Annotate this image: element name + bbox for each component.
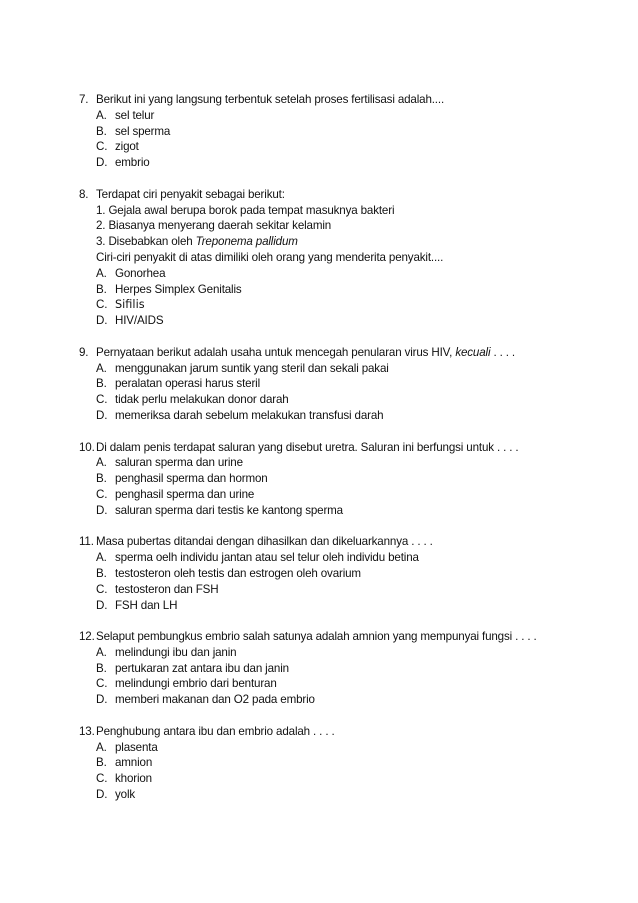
question-text: Penghubung antara ibu dan embrio adalah . . . .: [96, 724, 335, 738]
question-stem: [79, 724, 579, 740]
option-letter: B.: [96, 756, 107, 770]
question-text: [96, 345, 515, 361]
option-letter: C.: [96, 677, 108, 691]
option-text: peralatan operasi harus steril: [115, 377, 261, 391]
option-text: plasenta: [115, 740, 158, 754]
option-c: [79, 487, 579, 503]
option-text: memberi makanan dan O2 pada embrio: [115, 693, 315, 707]
option-letter: B.: [96, 661, 107, 675]
question-13: [79, 724, 579, 803]
option-text: embrio: [115, 156, 150, 170]
option-text: testosteron oleh testis dan estrogen oleh ovarium: [115, 566, 361, 580]
option-text: sel sperma: [115, 124, 171, 138]
option-letter: B.: [96, 282, 107, 296]
option-b: [79, 282, 579, 298]
option-text: saluran sperma dari testis ke kantong sperma: [115, 503, 343, 517]
option-text: zigot: [115, 140, 139, 154]
option-letter: A.: [96, 361, 107, 375]
option-letter: C.: [96, 487, 108, 501]
option-c: [79, 392, 579, 408]
symptom-item: 1. Gejala awal berupa borok pada tempat masuknya bakteri: [96, 203, 395, 217]
option-c: [79, 771, 579, 787]
question-number: 11.: [79, 535, 94, 549]
question-stem: [79, 92, 579, 108]
option-text: HIV/AIDS: [115, 314, 164, 328]
option-a: [79, 455, 579, 471]
question-list: [79, 92, 579, 819]
option-letter: D.: [96, 788, 108, 802]
question-stem: [79, 629, 579, 645]
option-text: melindungi embrio dari benturan: [115, 677, 277, 691]
option-b: [79, 471, 579, 487]
option-letter: D.: [96, 693, 108, 707]
option-a: [79, 550, 579, 566]
option-letter: C.: [96, 140, 108, 154]
option-letter: A.: [96, 645, 107, 659]
option-text: memeriksa darah sebelum melakukan transfusi darah: [115, 408, 384, 422]
question-7: [79, 92, 579, 171]
option-letter: D.: [96, 156, 108, 170]
option-letter: B.: [96, 472, 107, 486]
option-d: [79, 692, 579, 708]
option-letter: C.: [96, 298, 108, 312]
question-number: 7.: [79, 93, 89, 106]
option-a: [79, 361, 579, 377]
option-text: amnion: [115, 756, 153, 770]
question-number: 13.: [79, 724, 95, 738]
option-text: Sifilis: [115, 298, 145, 312]
question-text-prefix: Pernyataan berikut adalah usaha untuk mencegah penularan virus HIV,: [96, 345, 456, 359]
option-c: [79, 582, 579, 598]
option-letter: D.: [96, 503, 108, 517]
option-d: [79, 313, 579, 329]
option-d: [79, 155, 579, 171]
option-text: melindungi ibu dan janin: [115, 645, 237, 659]
option-text: penghasil sperma dan urine: [115, 487, 255, 501]
option-a: [79, 108, 579, 124]
question-stem: [79, 534, 579, 550]
option-b: [79, 661, 579, 677]
option-letter: C.: [96, 393, 108, 407]
option-d: [79, 598, 579, 614]
option-letter: D.: [96, 408, 108, 422]
symptom-item-prefix: 3. Disebabkan oleh: [96, 235, 196, 249]
option-letter: A.: [96, 456, 107, 470]
question-text: Di dalam penis terdapat saluran yang disebut uretra. Saluran ini berfungsi untuk . . . .: [96, 440, 519, 454]
option-text: menggunakan jarum suntik yang steril dan sekali pakai: [115, 361, 389, 375]
option-a: [79, 266, 579, 282]
option-text: tidak perlu melakukan donor darah: [115, 393, 289, 407]
option-text: khorion: [115, 772, 152, 786]
option-text: Herpes Simplex Genitalis: [115, 282, 242, 296]
option-letter: A.: [96, 266, 107, 280]
option-text: penghasil sperma dan hormon: [115, 472, 268, 486]
option-text: sel telur: [115, 108, 155, 122]
question-number: 9.: [79, 345, 89, 359]
option-c: [79, 676, 579, 692]
option-c: [79, 297, 579, 313]
question-text: Terdapat ciri penyakit sebagai berikut:: [96, 187, 285, 201]
option-a: [79, 740, 579, 756]
option-letter: A.: [96, 551, 107, 565]
question-followup: Ciri-ciri penyakit di atas dimiliki oleh orang yang menderita penyakit....: [96, 250, 444, 264]
option-c: [79, 139, 579, 155]
symptom-item: 2. Biasanya menyerang daerah sekitar kelamin: [96, 219, 332, 233]
option-letter: B.: [96, 377, 107, 391]
question-8: [79, 187, 579, 329]
question-number: 10.: [79, 440, 95, 454]
question-text-suffix: . . . .: [490, 345, 515, 359]
option-d: [79, 787, 579, 803]
question-12: [79, 629, 579, 708]
option-d: [79, 408, 579, 424]
question-text: Berikut ini yang langsung terbentuk setelah proses fertilisasi adalah....: [96, 93, 445, 106]
option-text: FSH dan LH: [115, 598, 178, 612]
symptom-item: [79, 234, 579, 250]
question-text: Selaput pembungkus embrio salah satunya adalah amnion yang mempunyai fungsi . . . .: [96, 630, 537, 644]
option-text: testosteron dan FSH: [115, 582, 219, 596]
option-b: [79, 566, 579, 582]
option-letter: A.: [96, 108, 107, 122]
option-letter: D.: [96, 314, 108, 328]
question-9: [79, 345, 579, 424]
option-b: [79, 124, 579, 140]
option-d: [79, 503, 579, 519]
option-a: [79, 645, 579, 661]
option-letter: A.: [96, 740, 107, 754]
question-11: [79, 534, 579, 613]
question-10: [79, 440, 579, 519]
species-name: Treponema pallidum: [195, 235, 298, 249]
option-letter: D.: [96, 598, 108, 612]
question-stem: [79, 187, 579, 203]
question-text: Masa pubertas ditandai dengan dihasilkan dan dikeluarkannya . . . .: [96, 535, 433, 549]
question-text-emphasis: kecuali: [455, 345, 491, 359]
option-text: saluran sperma dan urine: [115, 456, 243, 470]
question-stem: [79, 440, 579, 456]
option-text: Gonorhea: [115, 266, 166, 280]
option-text: yolk: [115, 788, 136, 802]
option-letter: B.: [96, 566, 107, 580]
option-text: pertukaran zat antara ibu dan janin: [115, 661, 289, 675]
question-number: 8.: [79, 187, 89, 201]
question-number: 12.: [79, 630, 95, 644]
option-b: [79, 376, 579, 392]
option-letter: C.: [96, 582, 108, 596]
option-b: [79, 755, 579, 771]
option-letter: B.: [96, 124, 107, 138]
question-stem: [79, 345, 579, 361]
option-letter: C.: [96, 772, 108, 786]
option-text: sperma oelh individu jantan atau sel telur oleh individu betina: [115, 551, 419, 565]
